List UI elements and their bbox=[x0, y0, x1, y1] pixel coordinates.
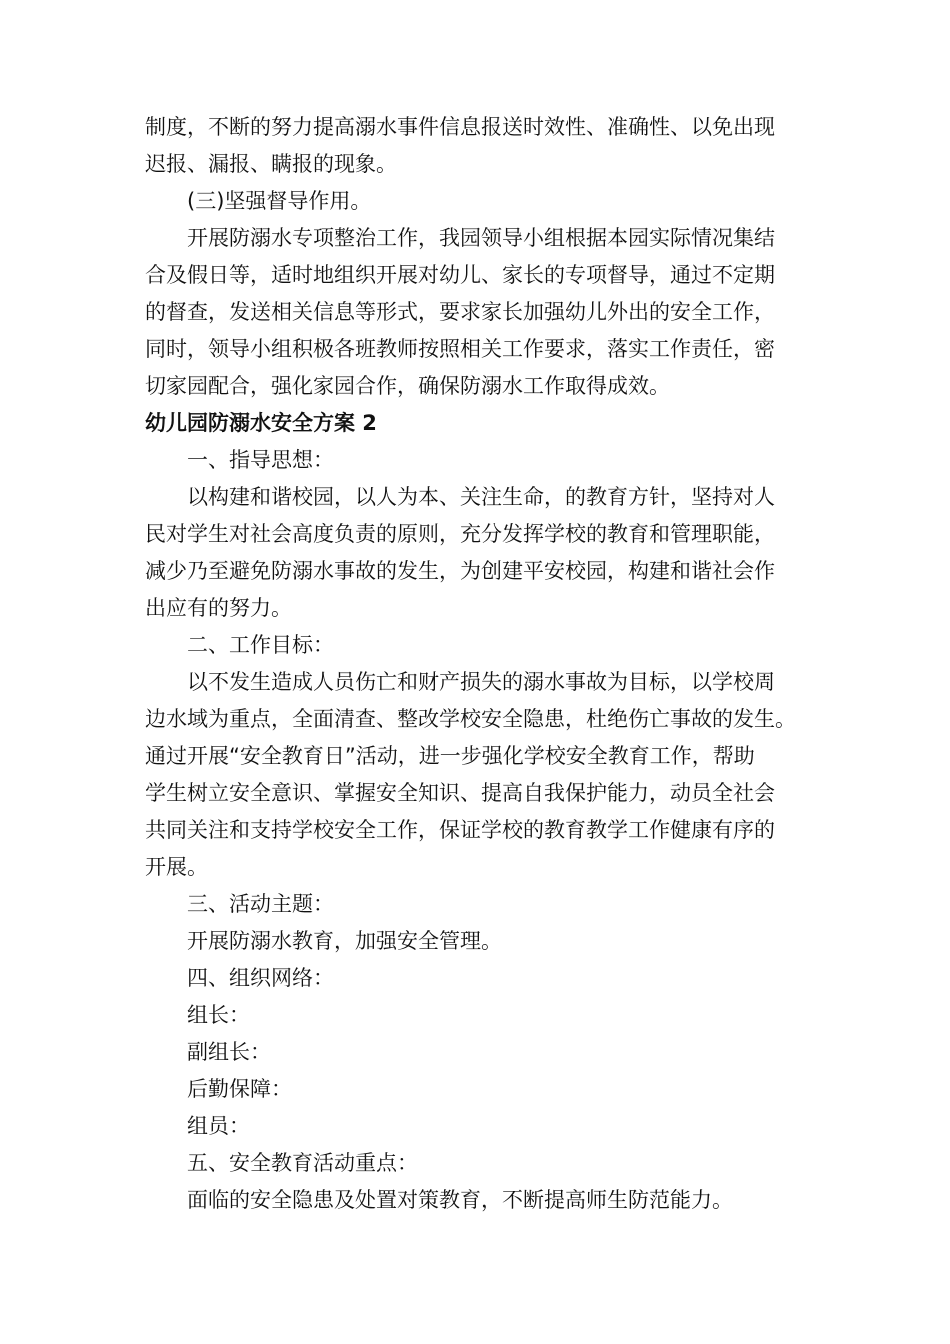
text-line: 开展防溺水教育，加强安全管理。 bbox=[187, 929, 502, 953]
paragraph bbox=[145, 1145, 825, 1182]
subheading: 四、组织网络： bbox=[187, 966, 334, 990]
text-line: 切家园配合，强化家园合作，确保防溺水工作取得成效。 bbox=[145, 374, 670, 398]
text-line: 学生树立安全意识、掌握安全知识、提高自我保护能力，动员全社会 bbox=[145, 781, 775, 805]
paragraph bbox=[145, 109, 825, 183]
text-line: 同时，领导小组积极各班教师按照相关工作要求，落实工作责任，密 bbox=[145, 337, 775, 361]
text-line: 的督查，发送相关信息等形式，要求家长加强幼儿外出的安全工作， bbox=[145, 300, 775, 324]
text-line: 通过开展“安全教育日”活动，进一步强化学校安全教育工作，帮助 bbox=[145, 744, 755, 768]
text-line: 面临的安全隐患及处置对策教育，不断提高师生防范能力。 bbox=[187, 1188, 733, 1212]
section-title: 幼儿园防溺水安全方案 2 bbox=[145, 411, 377, 435]
subheading: 五、安全教育活动重点： bbox=[187, 1151, 418, 1175]
paragraph bbox=[145, 405, 825, 442]
paragraph bbox=[145, 664, 825, 886]
paragraph bbox=[145, 923, 825, 960]
text-line: 制度，不断的努力提高溺水事件信息报送时效性、准确性、以免出现 bbox=[145, 115, 775, 139]
text-line: 共同关注和支持学校安全工作，保证学校的教育教学工作健康有序的 bbox=[145, 818, 775, 842]
paragraph bbox=[145, 479, 825, 627]
text-line: 民对学生对社会高度负责的原则，充分发挥学校的教育和管理职能， bbox=[145, 522, 775, 546]
text-line: 出应有的努力。 bbox=[145, 596, 292, 620]
text-line: 开展。 bbox=[145, 855, 208, 879]
paragraph bbox=[145, 997, 825, 1034]
paragraph bbox=[145, 1071, 825, 1108]
text-line: 以不发生造成人员伤亡和财产损失的溺水事故为目标，以学校周 bbox=[187, 670, 775, 694]
paragraph bbox=[145, 220, 825, 405]
subheading: 二、工作目标： bbox=[187, 633, 334, 657]
subheading: 三、活动主题： bbox=[187, 892, 334, 916]
document-page bbox=[145, 109, 825, 1219]
subheading: 一、指导思想： bbox=[187, 448, 334, 472]
paragraph bbox=[145, 1182, 825, 1219]
role-line-deputy: 副组长： bbox=[187, 1040, 271, 1064]
paragraph bbox=[145, 627, 825, 664]
paragraph bbox=[145, 886, 825, 923]
subheading: (三)坚强督导作用。 bbox=[187, 189, 372, 213]
text-line: 开展防溺水专项整治工作，我园领导小组根据本园实际情况集结 bbox=[187, 226, 775, 250]
role-line-members: 组员： bbox=[187, 1114, 250, 1138]
role-line-leader: 组长： bbox=[187, 1003, 250, 1027]
text-line: 减少乃至避免防溺水事故的发生，为创建平安校园，构建和谐社会作 bbox=[145, 559, 775, 583]
text-line: 迟报、漏报、瞒报的现象。 bbox=[145, 152, 397, 176]
paragraph bbox=[145, 442, 825, 479]
paragraph bbox=[145, 1034, 825, 1071]
text-line: 边水域为重点，全面清查、整改学校安全隐患，杜绝伤亡事故的发生。 bbox=[145, 707, 796, 731]
paragraph bbox=[145, 960, 825, 997]
role-line-logistics: 后勤保障： bbox=[187, 1077, 292, 1101]
text-line: 合及假日等，适时地组织开展对幼儿、家长的专项督导，通过不定期 bbox=[145, 263, 775, 287]
paragraph bbox=[145, 1108, 825, 1145]
paragraph bbox=[145, 183, 825, 220]
text-line: 以构建和谐校园，以人为本、关注生命，的教育方针，坚持对人 bbox=[187, 485, 775, 509]
